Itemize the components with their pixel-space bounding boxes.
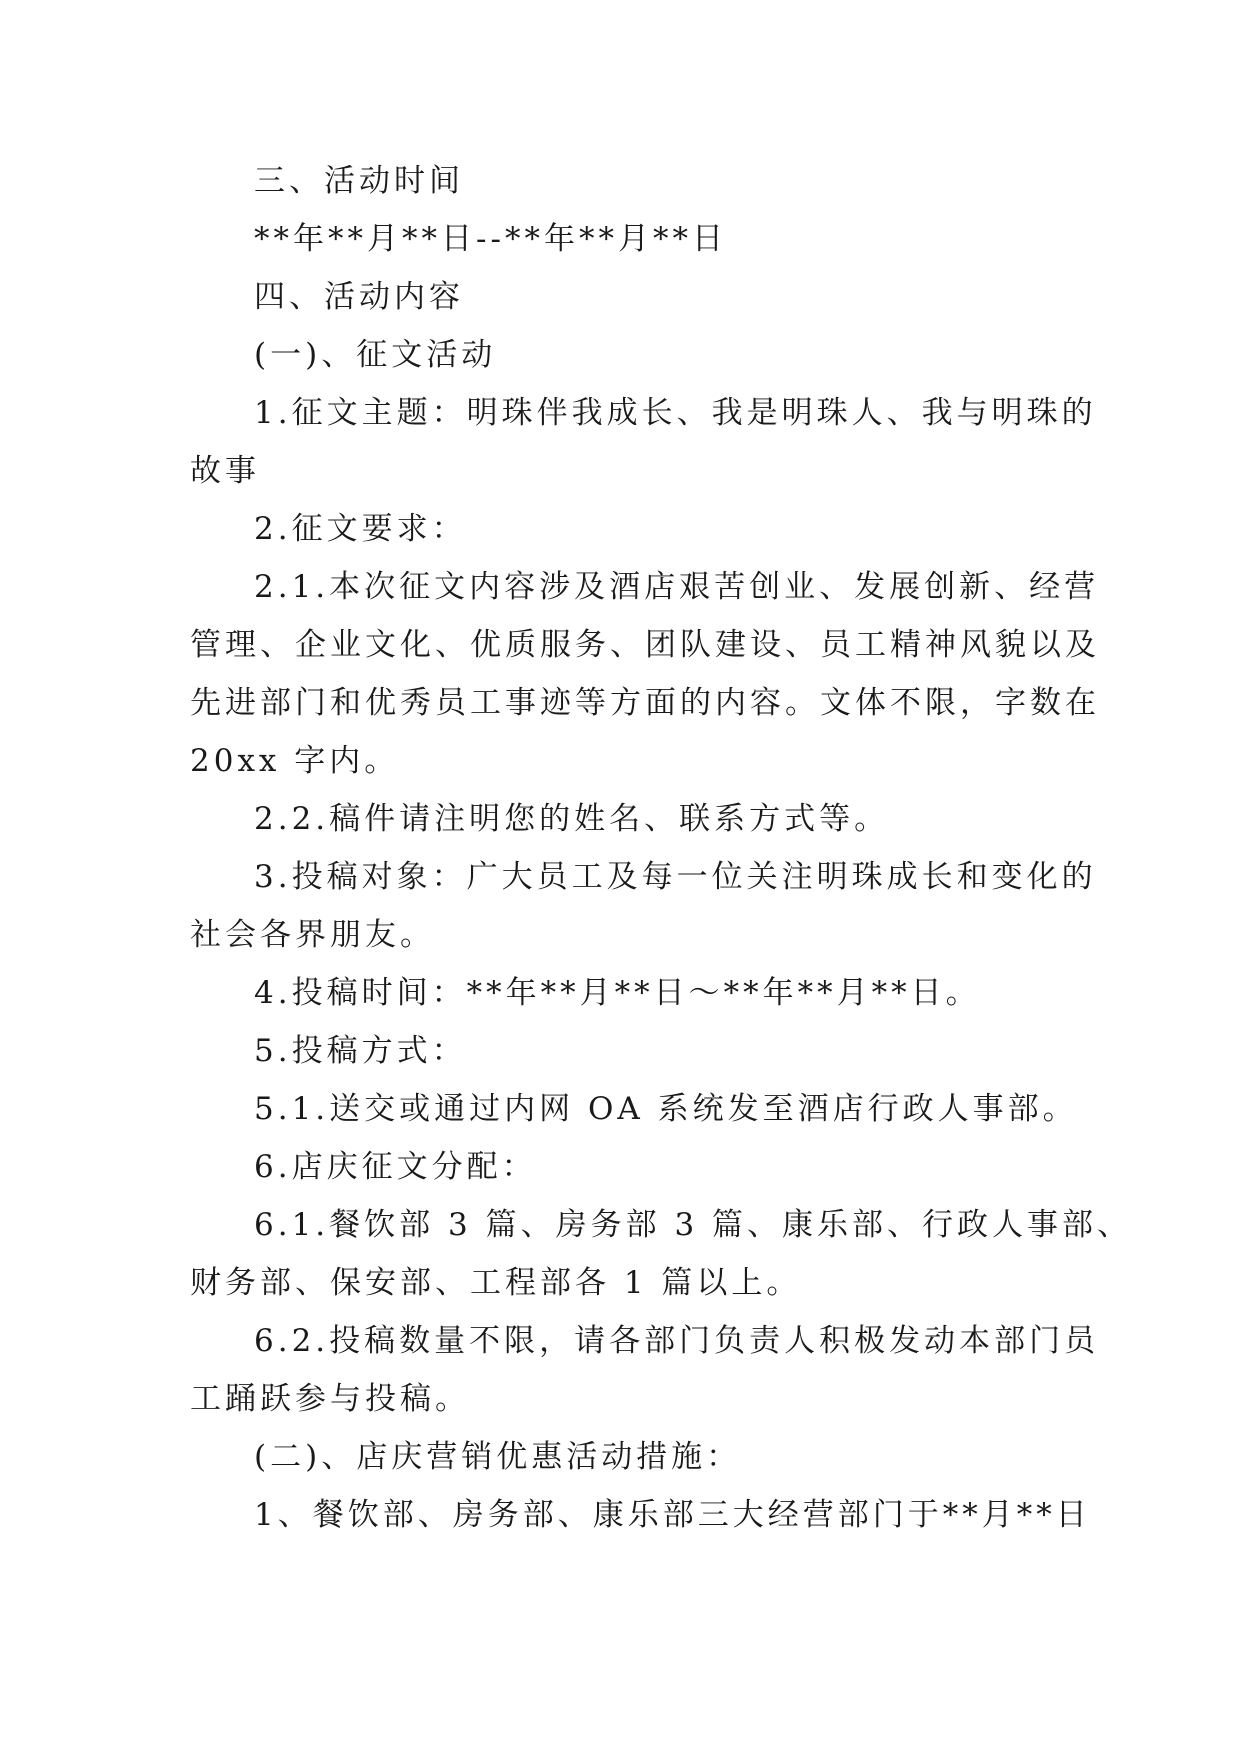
paragraph-line: 5.投稿方式： bbox=[254, 1033, 467, 1069]
paragraph-line: 5.1.送交或通过内网 OA 系统发至酒店行政人事部。 bbox=[254, 1091, 1078, 1127]
paragraph-line: 6.2.投稿数量不限，请各部门负责人积极发动本部门员 bbox=[254, 1323, 1100, 1359]
paragraph-line: 四、活动内容 bbox=[254, 279, 464, 315]
paragraph-line: (一)、征文活动 bbox=[254, 337, 497, 373]
paragraph-line: 先进部门和优秀员工事迹等方面的内容。文体不限，字数在 bbox=[190, 685, 1100, 721]
paragraph-line: 财务部、保安部、工程部各 1 篇以上。 bbox=[190, 1265, 802, 1301]
paragraph-line: 20xx 字内。 bbox=[190, 743, 400, 779]
paragraph-line: 6.1.餐饮部 3 篇、房务部 3 篇、康乐部、行政人事部、 bbox=[254, 1207, 1133, 1243]
paragraph-line: 工踊跃参与投稿。 bbox=[190, 1381, 470, 1417]
paragraph-line: (二)、店庆营销优惠活动措施： bbox=[254, 1439, 742, 1475]
paragraph-line: 1、餐饮部、房务部、康乐部三大经营部门于**月**日 bbox=[254, 1497, 1091, 1533]
paragraph-line: 2.2.稿件请注明您的姓名、联系方式等。 bbox=[254, 801, 890, 837]
paragraph-line: 1.征文主题：明珠伴我成长、我是明珠人、我与明珠的 bbox=[254, 395, 1097, 431]
paragraph-line: **年**月**日--**年**月**日 bbox=[254, 221, 727, 257]
paragraph-line: 社会各界朋友。 bbox=[190, 917, 435, 953]
paragraph-line: 2.征文要求： bbox=[254, 511, 467, 547]
paragraph-line: 故事 bbox=[190, 453, 260, 489]
paragraph-line: 2.1.本次征文内容涉及酒店艰苦创业、发展创新、经营 bbox=[254, 569, 1100, 605]
document-body bbox=[190, 152, 1133, 1544]
paragraph-line: 3.投稿对象：广大员工及每一位关注明珠成长和变化的 bbox=[254, 859, 1097, 895]
paragraph-line: 4.投稿时间：**年**月**日～**年**月**日。 bbox=[254, 975, 981, 1011]
paragraph-line: 6.店庆征文分配： bbox=[254, 1149, 537, 1185]
paragraph-line: 管理、企业文化、优质服务、团队建设、员工精神风貌以及 bbox=[190, 627, 1100, 663]
paragraph-line: 三、活动时间 bbox=[254, 163, 464, 199]
